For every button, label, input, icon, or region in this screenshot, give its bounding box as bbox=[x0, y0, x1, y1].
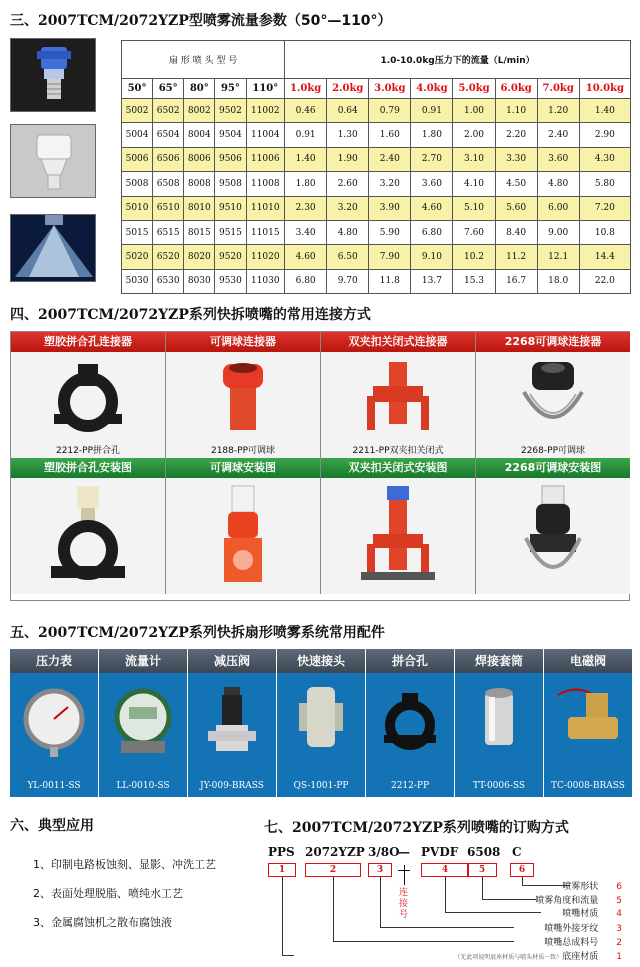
nozzle-photo-white bbox=[10, 124, 96, 198]
table-cell: 5030 bbox=[122, 269, 153, 293]
table-cell: 9.10 bbox=[411, 245, 453, 269]
table-cell: 8010 bbox=[184, 196, 215, 220]
application-list bbox=[33, 850, 216, 937]
code-part: 6508 bbox=[467, 845, 501, 859]
table-cell: 7.90 bbox=[369, 245, 411, 269]
angle-header: 65° bbox=[153, 79, 184, 99]
code-box: 2 bbox=[305, 863, 361, 877]
table-cell: 3.10 bbox=[453, 147, 495, 171]
install-image bbox=[476, 478, 630, 594]
table-cell: 0.91 bbox=[285, 123, 327, 147]
connector-grid bbox=[10, 331, 630, 601]
table-cell: 4.80 bbox=[537, 172, 579, 196]
table-cell: 5002 bbox=[122, 99, 153, 123]
install-image bbox=[321, 478, 475, 594]
weld-sleeve-image bbox=[455, 673, 543, 797]
table-cell: 11.8 bbox=[369, 269, 411, 293]
accessory-caption: LL-0010-SS bbox=[116, 781, 170, 791]
accessory-card bbox=[455, 649, 544, 797]
accessory-header: 流量计 bbox=[99, 649, 187, 673]
table-cell: 5.80 bbox=[579, 172, 630, 196]
accessory-header: 焊接套筒 bbox=[455, 649, 543, 673]
code-part: 3/8O bbox=[368, 845, 400, 859]
pressure-header: 4.0kg bbox=[411, 79, 453, 99]
table-cell: 11008 bbox=[246, 172, 285, 196]
pressure-header: 1.0kg bbox=[285, 79, 327, 99]
angle-header: 95° bbox=[215, 79, 246, 99]
pressure-reducer-image bbox=[188, 673, 276, 797]
table-cell: 6.80 bbox=[411, 220, 453, 244]
connector-card bbox=[166, 332, 321, 458]
table-cell: 15.3 bbox=[453, 269, 495, 293]
connector-card bbox=[11, 332, 166, 458]
table-cell: 3.90 bbox=[369, 196, 411, 220]
quick-coupling-image bbox=[277, 673, 365, 797]
table-cell: 1.60 bbox=[369, 123, 411, 147]
connector-image bbox=[321, 352, 475, 458]
accessory-header: 快速接头 bbox=[277, 649, 365, 673]
table-cell: 6.80 bbox=[285, 269, 327, 293]
code-box: 4 bbox=[421, 863, 469, 877]
pressure-header: 7.0kg bbox=[537, 79, 579, 99]
flow-group-header: 1.0-10.0kg压力下的流量（L/min） bbox=[285, 41, 631, 79]
table-cell: 8.40 bbox=[495, 220, 537, 244]
code-box: 5 bbox=[467, 863, 497, 877]
connector-card bbox=[321, 332, 476, 458]
table-row bbox=[122, 123, 631, 147]
install-header: 可调球安装图 bbox=[166, 458, 320, 478]
connector-header: 可调球连接器 bbox=[166, 332, 320, 352]
install-image bbox=[11, 478, 165, 594]
table-cell: 9502 bbox=[215, 99, 246, 123]
install-header: 2268可调球安装图 bbox=[476, 458, 630, 478]
table-cell: 12.1 bbox=[537, 245, 579, 269]
code-label: 喷雾形状 6 bbox=[562, 882, 622, 892]
connector-caption: 2268-PP可调球 bbox=[520, 446, 585, 456]
code-box: 1 bbox=[268, 863, 296, 877]
table-row bbox=[122, 196, 631, 220]
table-cell: 8002 bbox=[184, 99, 215, 123]
nozzle-photo-blue bbox=[10, 38, 96, 112]
table-cell: 18.0 bbox=[537, 269, 579, 293]
table-cell: 4.60 bbox=[411, 196, 453, 220]
accessory-card bbox=[99, 649, 188, 797]
table-cell: 14.4 bbox=[579, 245, 630, 269]
angle-header: 50° bbox=[122, 79, 153, 99]
pressure-header: 3.0kg bbox=[369, 79, 411, 99]
table-cell: 8015 bbox=[184, 220, 215, 244]
table-cell: 11002 bbox=[246, 99, 285, 123]
table-cell: 8020 bbox=[184, 245, 215, 269]
table-cell: 9515 bbox=[215, 220, 246, 244]
accessory-header: 电磁阀 bbox=[544, 649, 632, 673]
connector-caption: 2188-PP可调球 bbox=[210, 446, 275, 456]
table-cell: 4.30 bbox=[579, 147, 630, 171]
table-cell: 8006 bbox=[184, 147, 215, 171]
flow-rate-table bbox=[121, 40, 631, 294]
table-cell: 9508 bbox=[215, 172, 246, 196]
table-cell: 3.20 bbox=[327, 196, 369, 220]
angle-header: 110° bbox=[246, 79, 285, 99]
table-cell: 7.60 bbox=[453, 220, 495, 244]
table-cell: 2.60 bbox=[327, 172, 369, 196]
accessory-caption: QS-1001-PP bbox=[293, 781, 349, 791]
accessory-card bbox=[277, 649, 366, 797]
connector-caption: 2212-PP拼合孔 bbox=[55, 446, 120, 456]
install-image bbox=[166, 478, 320, 594]
table-cell: 10.2 bbox=[453, 245, 495, 269]
connector-image bbox=[166, 352, 320, 458]
code-part: PPS bbox=[268, 845, 295, 859]
code-part: PVDF bbox=[421, 845, 459, 859]
accessory-caption: JY-009-BRASS bbox=[200, 781, 264, 791]
section-4-title: 四、2007TCM/2072YZP系列快拆喷嘴的常用连接方式 bbox=[10, 307, 371, 323]
pressure-gauge-image bbox=[10, 673, 98, 797]
table-cell: 2.70 bbox=[411, 147, 453, 171]
accessory-caption: YL-0011-SS bbox=[27, 781, 81, 791]
accessory-header: 压力表 bbox=[10, 649, 98, 673]
table-cell: 1.80 bbox=[411, 123, 453, 147]
table-cell: 5015 bbox=[122, 220, 153, 244]
table-cell: 1.00 bbox=[453, 99, 495, 123]
accessory-caption: TT-0006-SS bbox=[472, 781, 526, 791]
table-cell: 1.20 bbox=[537, 99, 579, 123]
table-cell: 4.10 bbox=[453, 172, 495, 196]
table-cell: 0.64 bbox=[327, 99, 369, 123]
table-cell: 7.20 bbox=[579, 196, 630, 220]
table-cell: 9520 bbox=[215, 245, 246, 269]
table-cell: 1.40 bbox=[285, 147, 327, 171]
list-item: 3、金属腐蚀机之散布腐蚀液 bbox=[33, 916, 172, 929]
accessory-header: 拼合孔 bbox=[366, 649, 454, 673]
table-cell: 6.50 bbox=[327, 245, 369, 269]
clamp-saddle-image bbox=[366, 673, 454, 797]
spray-photo bbox=[10, 214, 96, 282]
table-cell: 9510 bbox=[215, 196, 246, 220]
section-6-title: 六、典型应用 bbox=[10, 818, 94, 834]
table-row bbox=[122, 147, 631, 171]
connector-image bbox=[11, 352, 165, 458]
table-cell: 2.20 bbox=[495, 123, 537, 147]
table-cell: 3.60 bbox=[411, 172, 453, 196]
table-cell: 6510 bbox=[153, 196, 184, 220]
table-cell: 5.90 bbox=[369, 220, 411, 244]
table-row bbox=[122, 172, 631, 196]
code-part: 2072YZP bbox=[305, 845, 365, 859]
pressure-header: 2.0kg bbox=[327, 79, 369, 99]
connector-card bbox=[476, 332, 630, 458]
table-cell: 3.40 bbox=[285, 220, 327, 244]
table-cell: 1.40 bbox=[579, 99, 630, 123]
base-note: （无此项说明底座材质与喷头材质一致） bbox=[454, 954, 563, 961]
table-cell: 4.60 bbox=[285, 245, 327, 269]
section-7-title: 七、2007TCM/2072YZP系列喷嘴的订购方式 bbox=[264, 820, 569, 836]
accessory-header: 减压阀 bbox=[188, 649, 276, 673]
connector-header: 双夹扣关闭式连接器 bbox=[321, 332, 475, 352]
table-cell: 0.46 bbox=[285, 99, 327, 123]
table-cell: 5008 bbox=[122, 172, 153, 196]
table-cell: 16.7 bbox=[495, 269, 537, 293]
pressure-header: 5.0kg bbox=[453, 79, 495, 99]
solenoid-valve-image bbox=[544, 673, 632, 797]
table-cell: 3.60 bbox=[537, 147, 579, 171]
table-row bbox=[122, 245, 631, 269]
code-label: 喷嘴材质 4 bbox=[562, 909, 622, 919]
table-cell: 0.91 bbox=[411, 99, 453, 123]
section-5-title: 五、2007TCM/2072YZP系列快拆扇形喷雾系统常用配件 bbox=[10, 625, 385, 641]
table-cell: 5.60 bbox=[495, 196, 537, 220]
table-cell: 8008 bbox=[184, 172, 215, 196]
pressure-header: 6.0kg bbox=[495, 79, 537, 99]
code-box: 3 bbox=[368, 863, 392, 877]
install-header: 双夹扣关闭式安装图 bbox=[321, 458, 475, 478]
accessory-caption: TC-0008-BRASS bbox=[551, 781, 625, 791]
table-cell: 6530 bbox=[153, 269, 184, 293]
connector-note: 连接号 bbox=[399, 888, 409, 920]
table-cell: 11.2 bbox=[495, 245, 537, 269]
table-cell: 11030 bbox=[246, 269, 285, 293]
install-card bbox=[321, 458, 476, 594]
table-row bbox=[122, 269, 631, 293]
table-cell: 11004 bbox=[246, 123, 285, 147]
section-3-title: 三、2007TCM/2072YZP型喷雾流量参数（50°—110°） bbox=[10, 13, 392, 29]
install-card bbox=[166, 458, 321, 594]
table-cell: 2.40 bbox=[537, 123, 579, 147]
table-cell: 6.00 bbox=[537, 196, 579, 220]
connector-header: 塑胶拼合孔连接器 bbox=[11, 332, 165, 352]
table-cell: 3.20 bbox=[369, 172, 411, 196]
accessory-card bbox=[544, 649, 632, 797]
table-cell: 5020 bbox=[122, 245, 153, 269]
connector-caption: 2211-PP双夹扣关闭式 bbox=[352, 446, 444, 456]
table-cell: 11020 bbox=[246, 245, 285, 269]
accessory-card bbox=[366, 649, 455, 797]
table-cell: 9504 bbox=[215, 123, 246, 147]
code-part: — bbox=[398, 845, 410, 859]
table-cell: 2.00 bbox=[453, 123, 495, 147]
table-cell: 6520 bbox=[153, 245, 184, 269]
table-cell: 11015 bbox=[246, 220, 285, 244]
table-cell: 22.0 bbox=[579, 269, 630, 293]
accessory-caption: 2212-PP bbox=[390, 781, 430, 791]
table-cell: 2.90 bbox=[579, 123, 630, 147]
table-cell: 13.7 bbox=[411, 269, 453, 293]
table-cell: 11006 bbox=[246, 147, 285, 171]
connector-header: 2268可调球连接器 bbox=[476, 332, 630, 352]
code-label: 喷嘴总成料号 2 bbox=[544, 938, 622, 948]
table-cell: 2.40 bbox=[369, 147, 411, 171]
table-cell: 6515 bbox=[153, 220, 184, 244]
table-cell: 6502 bbox=[153, 99, 184, 123]
table-cell: 5006 bbox=[122, 147, 153, 171]
table-cell: 3.30 bbox=[495, 147, 537, 171]
code-part: C bbox=[512, 845, 522, 859]
flowmeter-image bbox=[99, 673, 187, 797]
pressure-header: 10.0kg bbox=[579, 79, 630, 99]
code-label: 喷雾角度和流量 5 bbox=[535, 896, 622, 906]
table-cell: 2.30 bbox=[285, 196, 327, 220]
connector-image bbox=[476, 352, 630, 458]
code-label: （无此项说明底座材质与喷头材质一致）底座材质 1 bbox=[454, 952, 622, 962]
list-item: 2、表面处理脱脂、喷纯水工艺 bbox=[33, 887, 183, 900]
table-cell: 9506 bbox=[215, 147, 246, 171]
table-row bbox=[122, 99, 631, 123]
table-cell: 9.00 bbox=[537, 220, 579, 244]
table-cell: 9.70 bbox=[327, 269, 369, 293]
accessory-card bbox=[188, 649, 277, 797]
table-cell: 6504 bbox=[153, 123, 184, 147]
table-cell: 5010 bbox=[122, 196, 153, 220]
table-cell: 1.90 bbox=[327, 147, 369, 171]
table-cell: 8030 bbox=[184, 269, 215, 293]
table-cell: 6508 bbox=[153, 172, 184, 196]
code-label: 喷嘴外接牙纹 3 bbox=[544, 924, 622, 934]
angle-header: 80° bbox=[184, 79, 215, 99]
table-cell: 1.10 bbox=[495, 99, 537, 123]
table-cell: 4.80 bbox=[327, 220, 369, 244]
table-cell: 0.79 bbox=[369, 99, 411, 123]
install-card bbox=[476, 458, 630, 594]
table-cell: 8004 bbox=[184, 123, 215, 147]
table-cell: 10.8 bbox=[579, 220, 630, 244]
install-header: 塑胶拼合孔安装图 bbox=[11, 458, 165, 478]
table-cell: 4.50 bbox=[495, 172, 537, 196]
table-cell: 5.10 bbox=[453, 196, 495, 220]
list-item: 1、印制电路板蚀刻、显影、冲洗工艺 bbox=[33, 858, 216, 871]
accessory-card bbox=[10, 649, 99, 797]
table-cell: 11010 bbox=[246, 196, 285, 220]
table-cell: 5004 bbox=[122, 123, 153, 147]
model-group-header: 扇 形 喷 头 型 号 bbox=[122, 41, 285, 79]
table-cell: 6506 bbox=[153, 147, 184, 171]
accessories-strip bbox=[10, 649, 630, 797]
table-cell: 1.30 bbox=[327, 123, 369, 147]
table-row bbox=[122, 220, 631, 244]
install-card bbox=[11, 458, 166, 594]
code-box: 6 bbox=[510, 863, 534, 877]
table-cell: 1.80 bbox=[285, 172, 327, 196]
table-cell: 9530 bbox=[215, 269, 246, 293]
